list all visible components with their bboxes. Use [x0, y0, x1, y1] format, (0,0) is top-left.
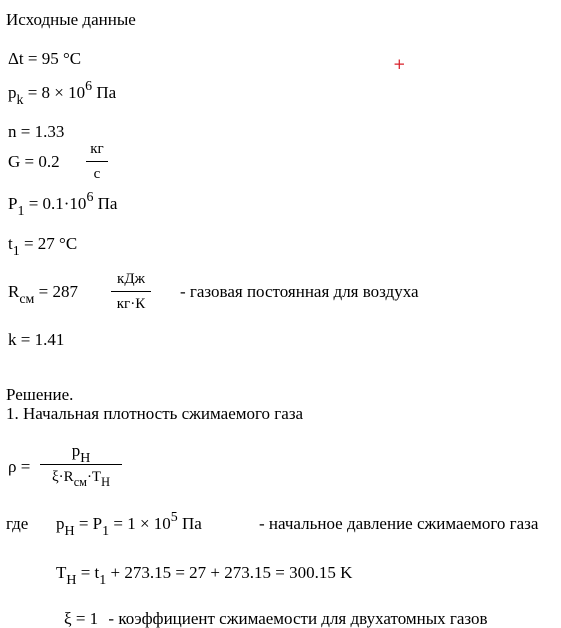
param-delta-t: Δt = 95 °C [8, 49, 82, 68]
param-r-sm-unit-fraction: кДж кг·К [111, 271, 151, 313]
compressibility-line: ξ = 1 - коэффициент сжимаемости для двухатомных газов [64, 609, 488, 628]
step1-title: 1. Начальная плотность сжимаемого газа [6, 404, 304, 423]
param-g-unit-fraction: кг с [86, 141, 108, 183]
param-k: k = 1.41 [8, 330, 65, 349]
param-g: G = 0.2 [8, 152, 60, 171]
param-pk: $p_k = 8 \times 10^6$ Па [8, 78, 117, 108]
initial-temperature-line: $T_H = t_1 + 273.15 = 27 + 273.15 = 300.15$ K [56, 563, 353, 588]
density-fraction: $p_H$ $\xi\cdot R_{см}\cdot T_H$ [40, 441, 122, 486]
crosshair-cursor-icon: + [393, 55, 406, 73]
param-r-sm: $R_{см} = 287$ [8, 282, 78, 307]
heading-input-data: Исходные данные [6, 10, 136, 29]
param-r-sm-note: - газовая постоянная для воздуха [180, 282, 419, 301]
density-lhs: ρ = [8, 457, 31, 476]
param-p1: $P_1 = 0.1\cdot 10^6$ Па [8, 189, 118, 219]
heading-solution: Решение. [6, 385, 74, 404]
where-label: где [6, 514, 29, 533]
param-t1: $t_1 = 27$ °C [8, 234, 78, 259]
initial-pressure-note: - начальное давление сжимаемого газа [259, 514, 539, 533]
initial-pressure-line: $p_H = P_1 = 1 \times 10^5$ Па [56, 509, 202, 539]
param-n: n = 1.33 [8, 122, 65, 141]
